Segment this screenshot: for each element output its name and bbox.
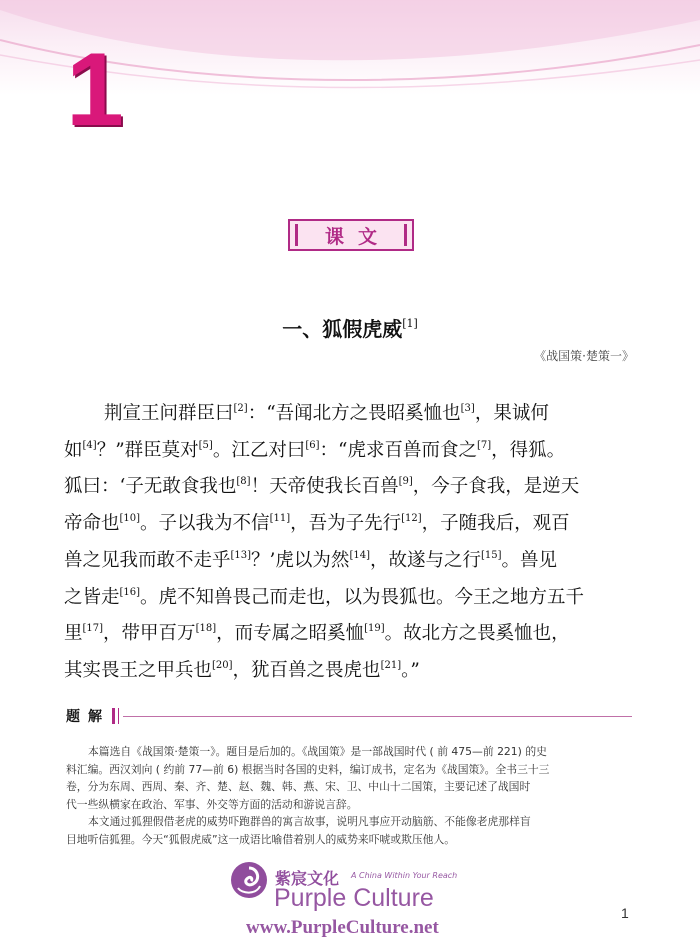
notes-line: 料汇编。西汉刘向 ( 约前 77—前 6) 根据当时各国的史料，编订成书，定名为《战国策》。全书三十三: [66, 762, 550, 776]
section-tag-label: 课文: [324, 225, 391, 248]
footnote-ref: [9]: [398, 476, 413, 488]
notes-line: 本篇选自《战国策·楚策一》。题目是后加的。《战国策》是一部战国时代 ( 前 475—前 221) 的史: [88, 745, 547, 758]
watermark-logo-icon: [229, 860, 269, 900]
watermark-tagline: A China Within Your Reach: [351, 871, 458, 880]
footnote-ref: [11]: [269, 513, 291, 525]
passage-line: 兽之见我而敢不走乎[13]？’虎以为然[14]，故遂与之行[15]。兽见: [64, 549, 558, 571]
lesson-title: [0, 313, 700, 342]
footnote-ref: [19]: [364, 623, 385, 635]
footnote-ref: [7]: [476, 439, 492, 451]
notes-line: 本文通过狐狸假借老虎的威势吓跑群兽的寓言故事，说明凡事应开动脑筋、不能像老虎那样盲: [88, 815, 531, 829]
section-tag: [288, 219, 414, 251]
watermark-brand: Purple Culture: [274, 884, 434, 912]
notes-heading: 题解: [66, 709, 110, 725]
passage-line: 狐曰：‘子无敢食我也[8]！天帝使我长百兽[9]，今子食我，是逆天: [64, 476, 580, 498]
footnote-ref: [12]: [401, 513, 422, 525]
footnote-ref: [13]: [230, 549, 252, 561]
lesson-source: 《战国策·楚策一》: [534, 349, 634, 363]
passage: [64, 393, 636, 687]
footnote-ref: [15]: [480, 549, 502, 561]
notes-line: 代一些纵横家在政治、军事、外交等方面的活动和游说言辞。: [66, 797, 358, 811]
heading-rule: [123, 716, 632, 717]
notes-heading-bar: [66, 706, 632, 726]
footnote-ref: [16]: [119, 586, 141, 598]
page-number: 1: [621, 905, 629, 921]
notes-line: 目地听信狐狸。今天“狐假虎威”这一成语比喻借着别人的威势来吓唬或欺压他人。: [66, 832, 456, 846]
passage-line: 里[17]，带甲百万[18]，而专属之昭奚恤[19]。故北方之畏奚恤也，: [64, 623, 570, 645]
footnote-ref: [14]: [349, 549, 370, 561]
lesson-title-footnote: [1]: [402, 317, 418, 330]
passage-line: 之皆走[16]。虎不知兽畏己而走也，以为畏狐也。今王之地方五千: [64, 586, 585, 608]
notes-line: 卷，分为东周、西周、秦、齐、楚、赵、魏、韩、燕、宋、卫、中山十二国策，主要记述了战国时: [66, 780, 531, 794]
footnote-ref: [4]: [82, 439, 97, 451]
lesson-title-text: 一、狐假虎威: [282, 317, 403, 341]
chapter-number: 1: [66, 32, 124, 148]
footnote-ref: [8]: [236, 476, 251, 488]
passage-line: 如[4]？”群臣莫对[5]。江乙对曰[6]：“虎求百兽而食之[7]，得狐。: [64, 439, 566, 461]
notes-body: [66, 743, 632, 849]
footnote-ref: [10]: [119, 513, 141, 525]
footnote-ref: [18]: [195, 623, 217, 635]
passage-line: 帝命也[10]。子以我为不信[11]，吾为子先行[12]，子随我后，观百: [64, 513, 570, 535]
footnote-ref: [3]: [460, 403, 475, 414]
heading-accent-bar: [118, 708, 119, 724]
passage-line: 荆宣王问群臣曰[2]：“吾闻北方之畏昭奚恤也[3]，果诚何: [104, 403, 549, 424]
watermark-url: www.PurpleCulture.net: [246, 917, 439, 938]
passage-line: 其实畏王之甲兵也[20]，犹百兽之畏虎也[21]。”: [64, 659, 420, 681]
footnote-ref: [21]: [380, 659, 402, 671]
footnote-ref: [20]: [212, 659, 233, 671]
footnote-ref: [17]: [82, 623, 104, 635]
footnote-ref: [2]: [233, 403, 248, 414]
watermark-cn: 紫宸文化: [275, 869, 340, 888]
footnote-ref: [5]: [198, 439, 213, 451]
footnote-ref: [6]: [305, 439, 320, 451]
heading-accent-bar: [112, 708, 115, 724]
